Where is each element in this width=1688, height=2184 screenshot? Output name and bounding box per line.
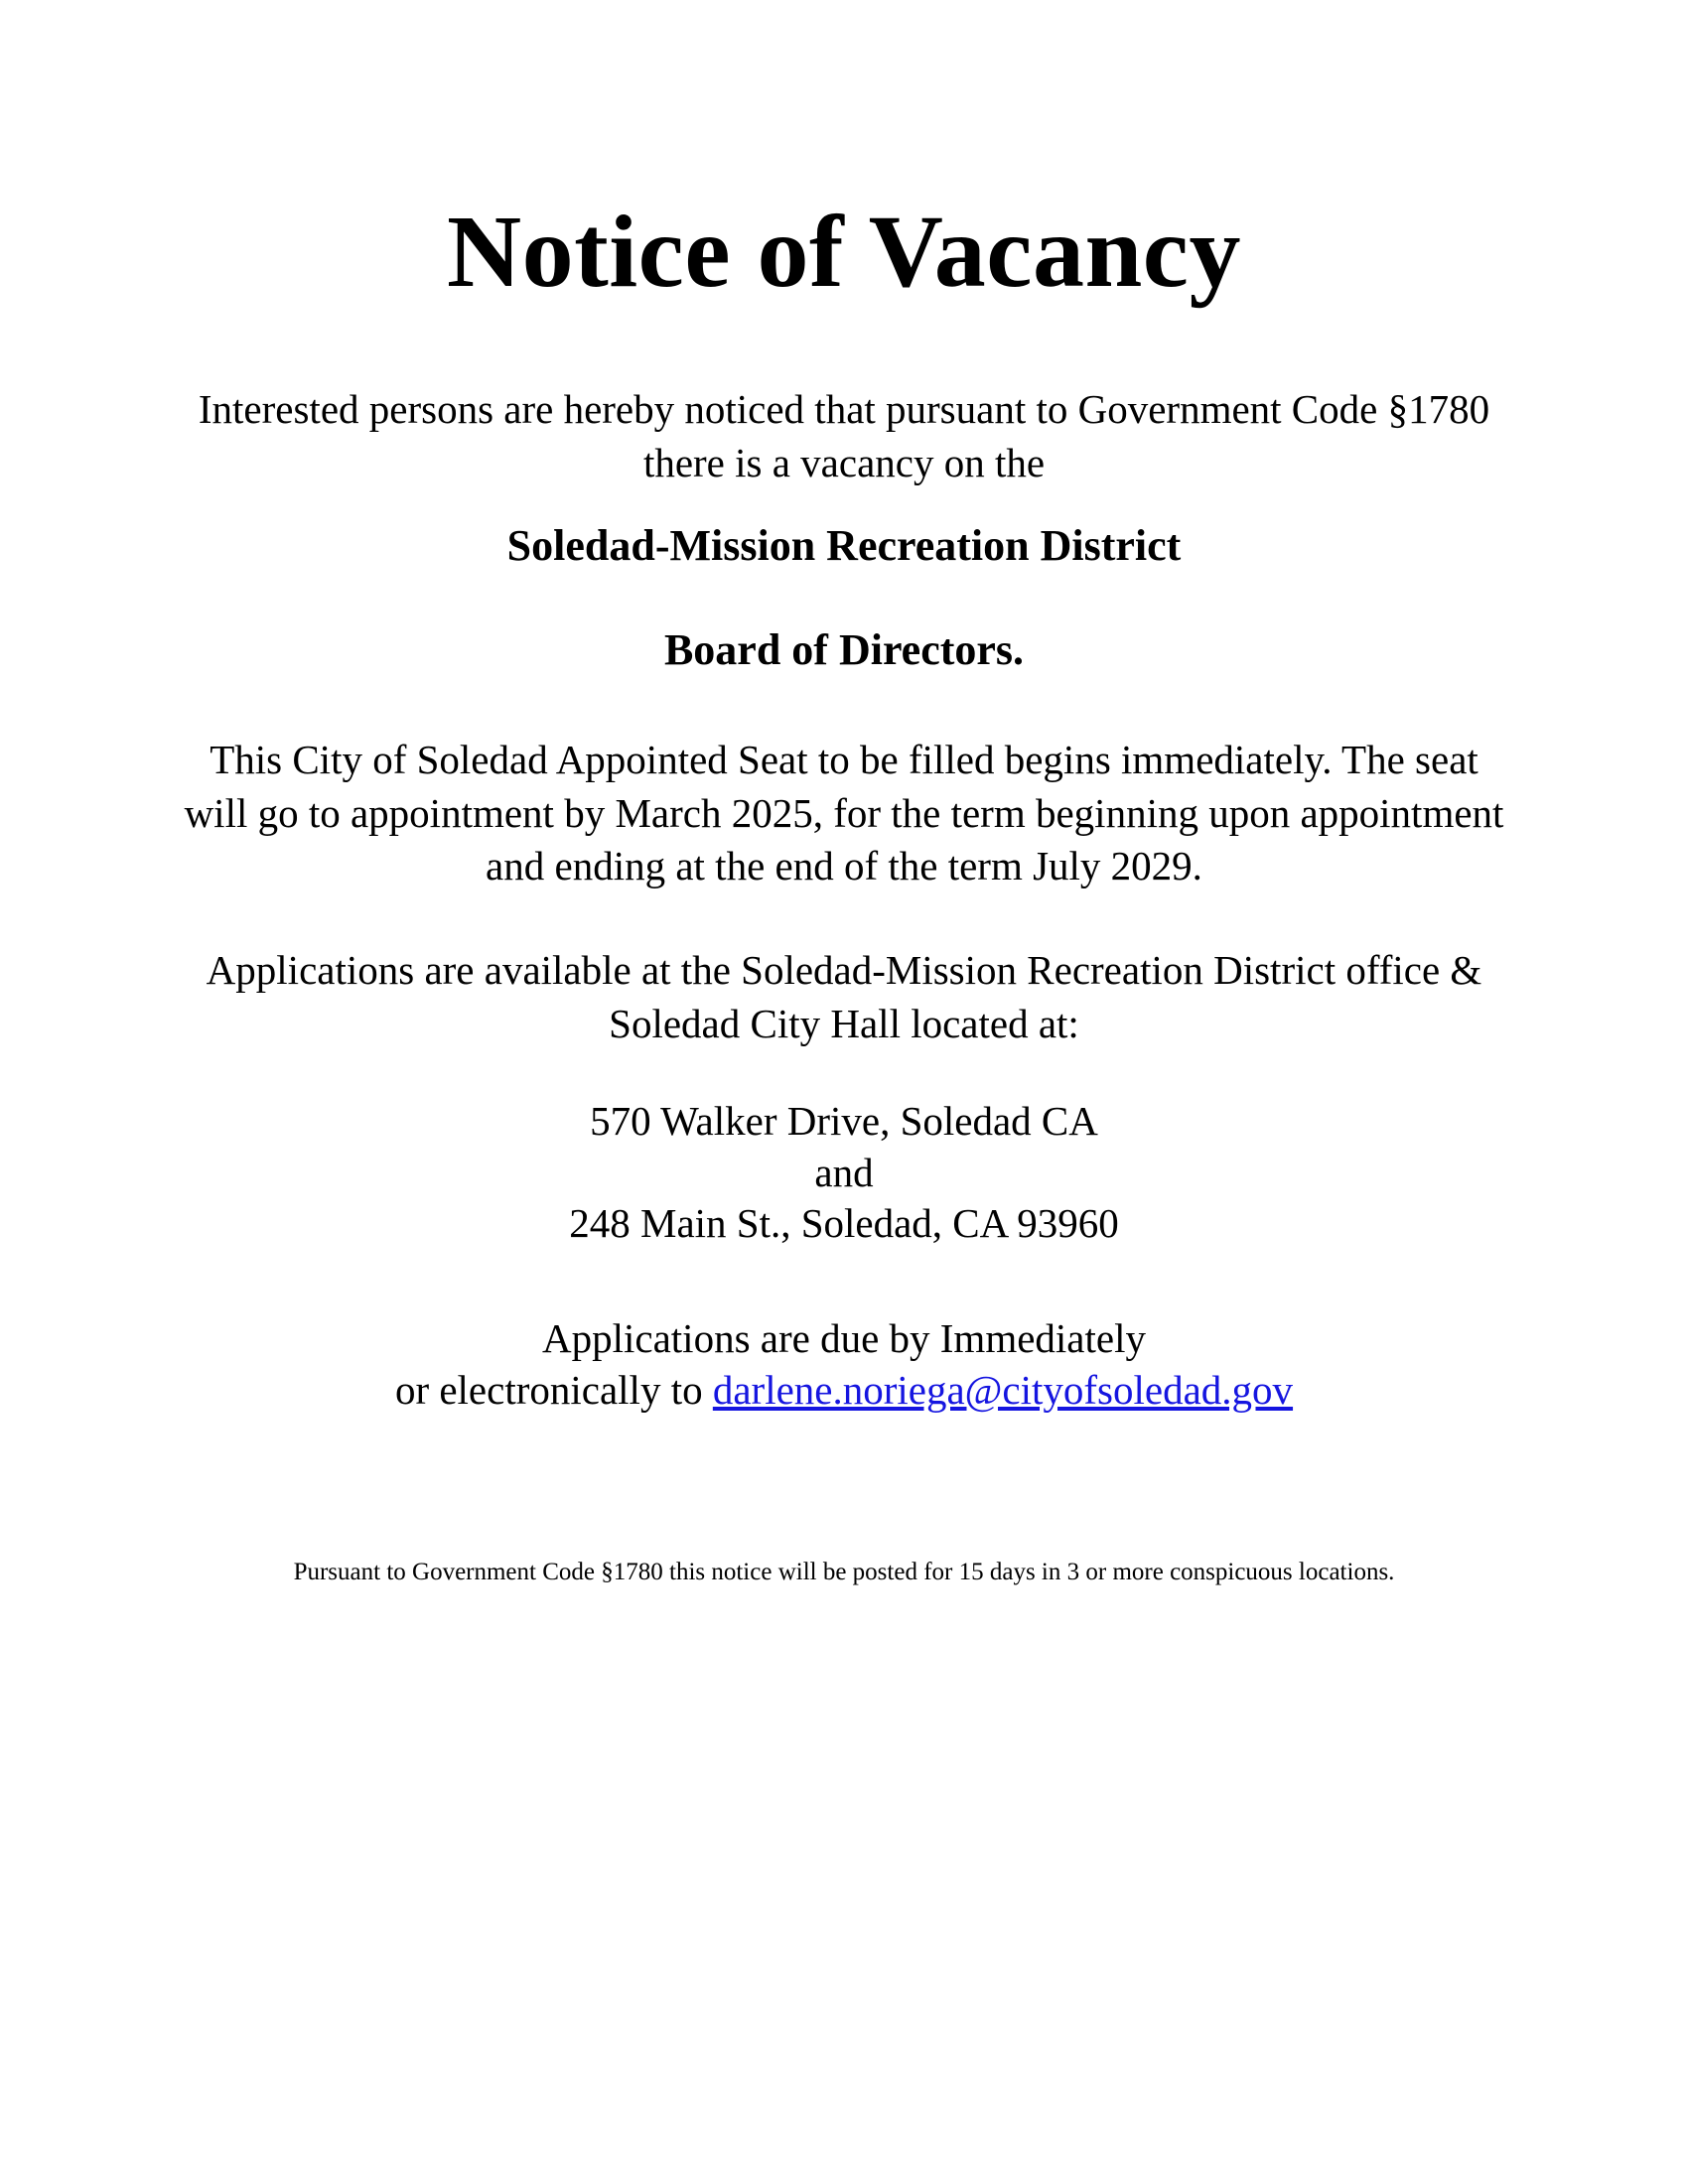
application-due-block <box>112 1250 1576 1416</box>
seat-line-1: This City of Soledad Appointed Seat to be filled begins immediately. The seat <box>210 737 1478 783</box>
address-block <box>112 1050 1576 1250</box>
intro-line-1: Interested persons are hereby noticed that pursuant to Government Code §1780 <box>198 386 1490 433</box>
seat-line-2: will go to appointment by March 2025, for the term beginning upon appointment <box>184 789 1504 836</box>
availability-paragraph <box>112 892 1576 1050</box>
due-line-2 <box>112 1365 1576 1417</box>
due-line-1: Applications are due by Immediately <box>542 1314 1146 1361</box>
board-name-heading: Board of Directors. <box>663 625 1025 675</box>
document-content <box>112 0 1576 1589</box>
footer-posting-note: Pursuant to Government Code §1780 this notice will be posted for 15 days in 3 or more conspicuous locations. <box>293 1559 1395 1586</box>
seat-line-3: and ending at the end of the term July 2029. <box>486 843 1202 889</box>
availability-line-2: Soledad City Hall located at: <box>609 1000 1079 1046</box>
address-conjunction: and <box>814 1149 874 1195</box>
intro-line-2: there is a vacancy on the <box>642 439 1046 485</box>
address-city-hall: 248 Main St., Soledad, CA 93960 <box>569 1200 1119 1247</box>
contact-email-link[interactable]: darlene.noriega@cityofsoledad.gov <box>712 1366 1294 1413</box>
seat-paragraph <box>112 678 1576 892</box>
intro-paragraph <box>112 310 1576 489</box>
address-district-office: 570 Walker Drive, Soledad CA <box>590 1097 1098 1144</box>
page-title: Notice of Vacancy <box>447 195 1241 309</box>
district-name-heading: Soledad-Mission Recreation District <box>506 521 1182 571</box>
due-line-2-prefix: or electronically to <box>394 1366 713 1413</box>
availability-line-1: Applications are available at the Soledad-Mission Recreation District office & <box>206 947 1482 994</box>
